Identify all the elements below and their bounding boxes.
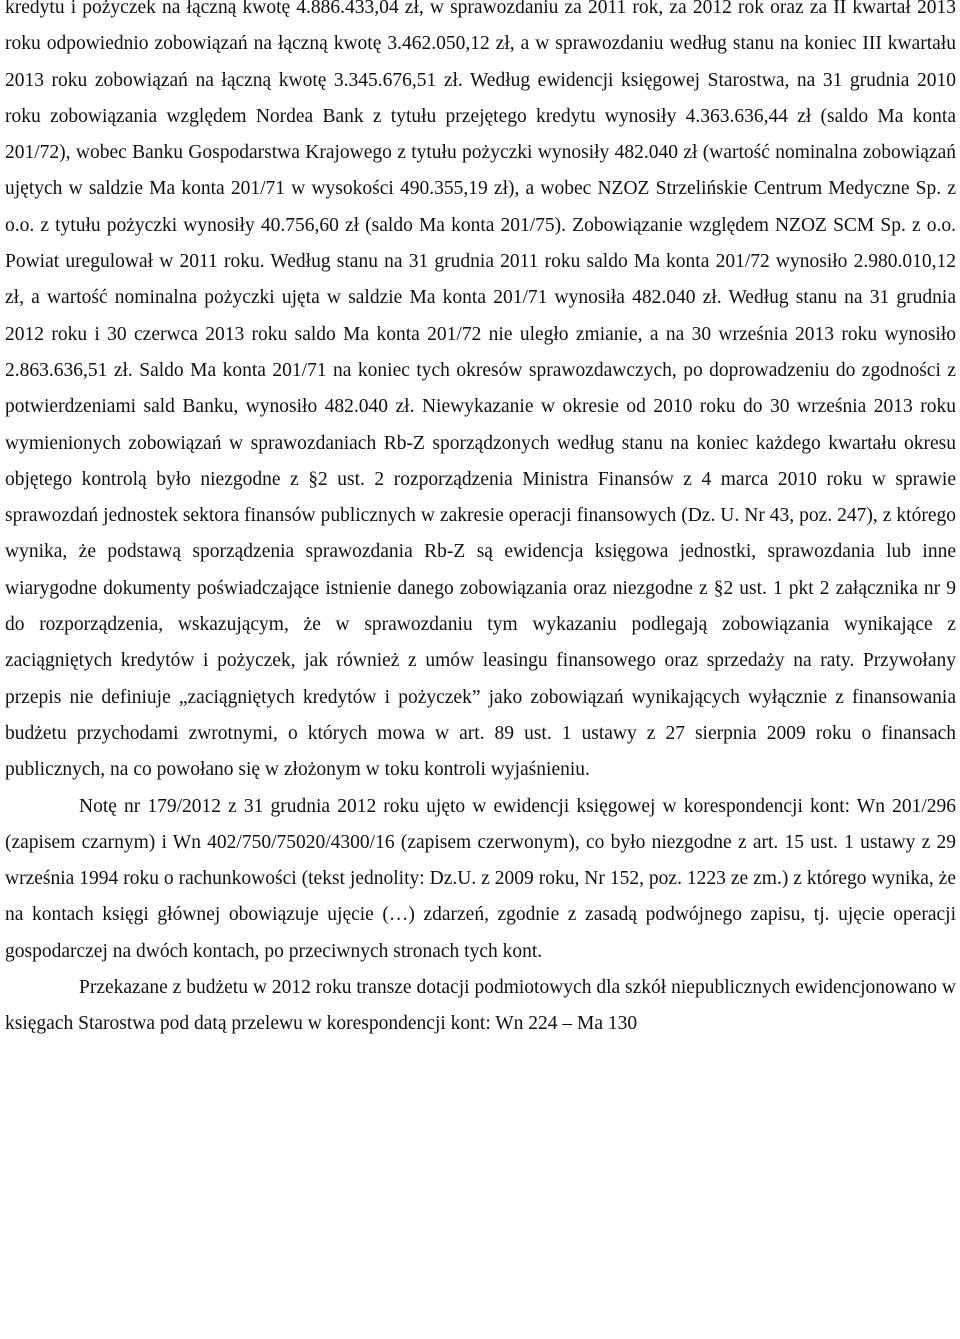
paragraph-liabilities-reporting: kredytu i pożyczek na łączną kwotę 4.886.433,04 zł, w sprawozdaniu za 2011 rok, za 2012 rok oraz za II kwartał 2013 roku odpowiednio zobowiązań na łączną kwotę 3.462.050,12 zł, a w sprawozdaniu według stanu na koniec III kwartału 2013 roku zobowiązań na łączną kwotę 3.345.676,51 zł. Według ewidencji księgowej Starostwa, na 31 grudnia 2010 roku zobowiązania względem Nordea Bank z tytułu przejętego kredytu wynosiły 4.363.636,44 zł (saldo Ma konta 201/72), wobec Banku Gospodarstwa Krajowego z tytułu pożyczki wynosiły 482.040 zł (wartość nominalna zobowiązań ujętych w saldzie Ma konta 201/71 w wysokości 490.355,19 zł), a wobec NZOZ Strzelińskie Centrum Medyczne Sp. z o.o. z tytułu pożyczki wynosiły 40.756,60 zł (saldo Ma konta 201/75). Zobowiązanie względem NZOZ SCM Sp. z o.o. Powiat uregulował w 2011 roku. Według stanu na 31 grudnia 2011 roku saldo Ma konta 201/72 wynosiło 2.980.010,12 zł, a wartość nominalna pożyczki ujęta w saldzie Ma konta 201/71 wynosiła 482.040 zł. Według stanu na 31 grudnia 2012 roku i 30 czerwca 2013 roku saldo Ma konta 201/72 nie uległo zmianie, a na 30 września 2013 roku wynosiło 2.863.636,51 zł. Saldo Ma konta 201/71 na koniec tych okresów sprawozdawczych, po doprowadzeniu do zgodności z potwierdzeniami sald Banku, wynosiło 482.040 zł. Niewykazanie w okresie od 2010 roku do 30 września 2013 roku wymienionych zobowiązań w sprawozdaniach Rb-Z sporządzonych według stanu na koniec każdego kwartału okresu objętego kontrolą było niezgodne z §2 ust. 2 rozporządzenia Ministra Finansów z 4 marca 2010 roku w sprawie sprawozdań jednostek sektora finansów publicznych w zakresie operacji finansowych (Dz. U. Nr 43, poz. 247), z którego wynika, że podstawą sporządzenia sprawozdania Rb-Z są ewidencja księgowa jednostki, sprawozdania lub inne wiarygodne dokumenty poświadczające istnienie danego zobowiązania oraz niezgodne z §2 ust. 1 pkt 2 załącznika nr 9 do rozporządzenia, wskazującym, że w sprawozdaniu tym wykazaniu podlegają zobowiązania wynikające z zaciągniętych kredytów i pożyczek, jak również z umów leasingu finansowego oraz sprzedaży na raty. Przywołany przepis nie definiuje „zaciągniętych kredytów i pożyczek” jako zobowiązań wynikających wyłącznie z finansowania budżetu przychodami zwrotnymi, o których mowa w art. 89 ust. 1 ustawy z 27 sierpnia 2009 roku o finansach publicznych, na co powołano się w złożonym w toku kontroli wyjaśnieniu. [5, 0, 956, 781]
paragraph-subsidy-transfers: Przekazane z budżetu w 2012 roku transze dotacji podmiotowych dla szkół niepublicznych ewidencjonowano w księgach Starostwa pod datą przelewu w korespondencji kont: Wn 224 – Ma 130 [5, 977, 956, 1035]
document-page [5, 0, 956, 1043]
paragraph-note-179: Notę nr 179/2012 z 31 grudnia 2012 roku ujęto w ewidencji księgowej w korespondencji kont: Wn 201/296 (zapisem czarnym) i Wn 402/750/75020/4300/16 (zapisem czerwonym), co było niezgodne z art. 15 ust. 1 ustawy z 29 września 1994 roku o rachunkowości (tekst jednolity: Dz.U. z 2009 roku, Nr 152, poz. 1223 ze zm.) z którego wynika, że na kontach księgi głównej obowiązuje ujęcie (…) zdarzeń, zgodnie z zasadą podwójnego zapisu, tj. ujęcie operacji gospodarczej na dwóch kontach, po przeciwnych stronach tych kont. [5, 795, 956, 962]
